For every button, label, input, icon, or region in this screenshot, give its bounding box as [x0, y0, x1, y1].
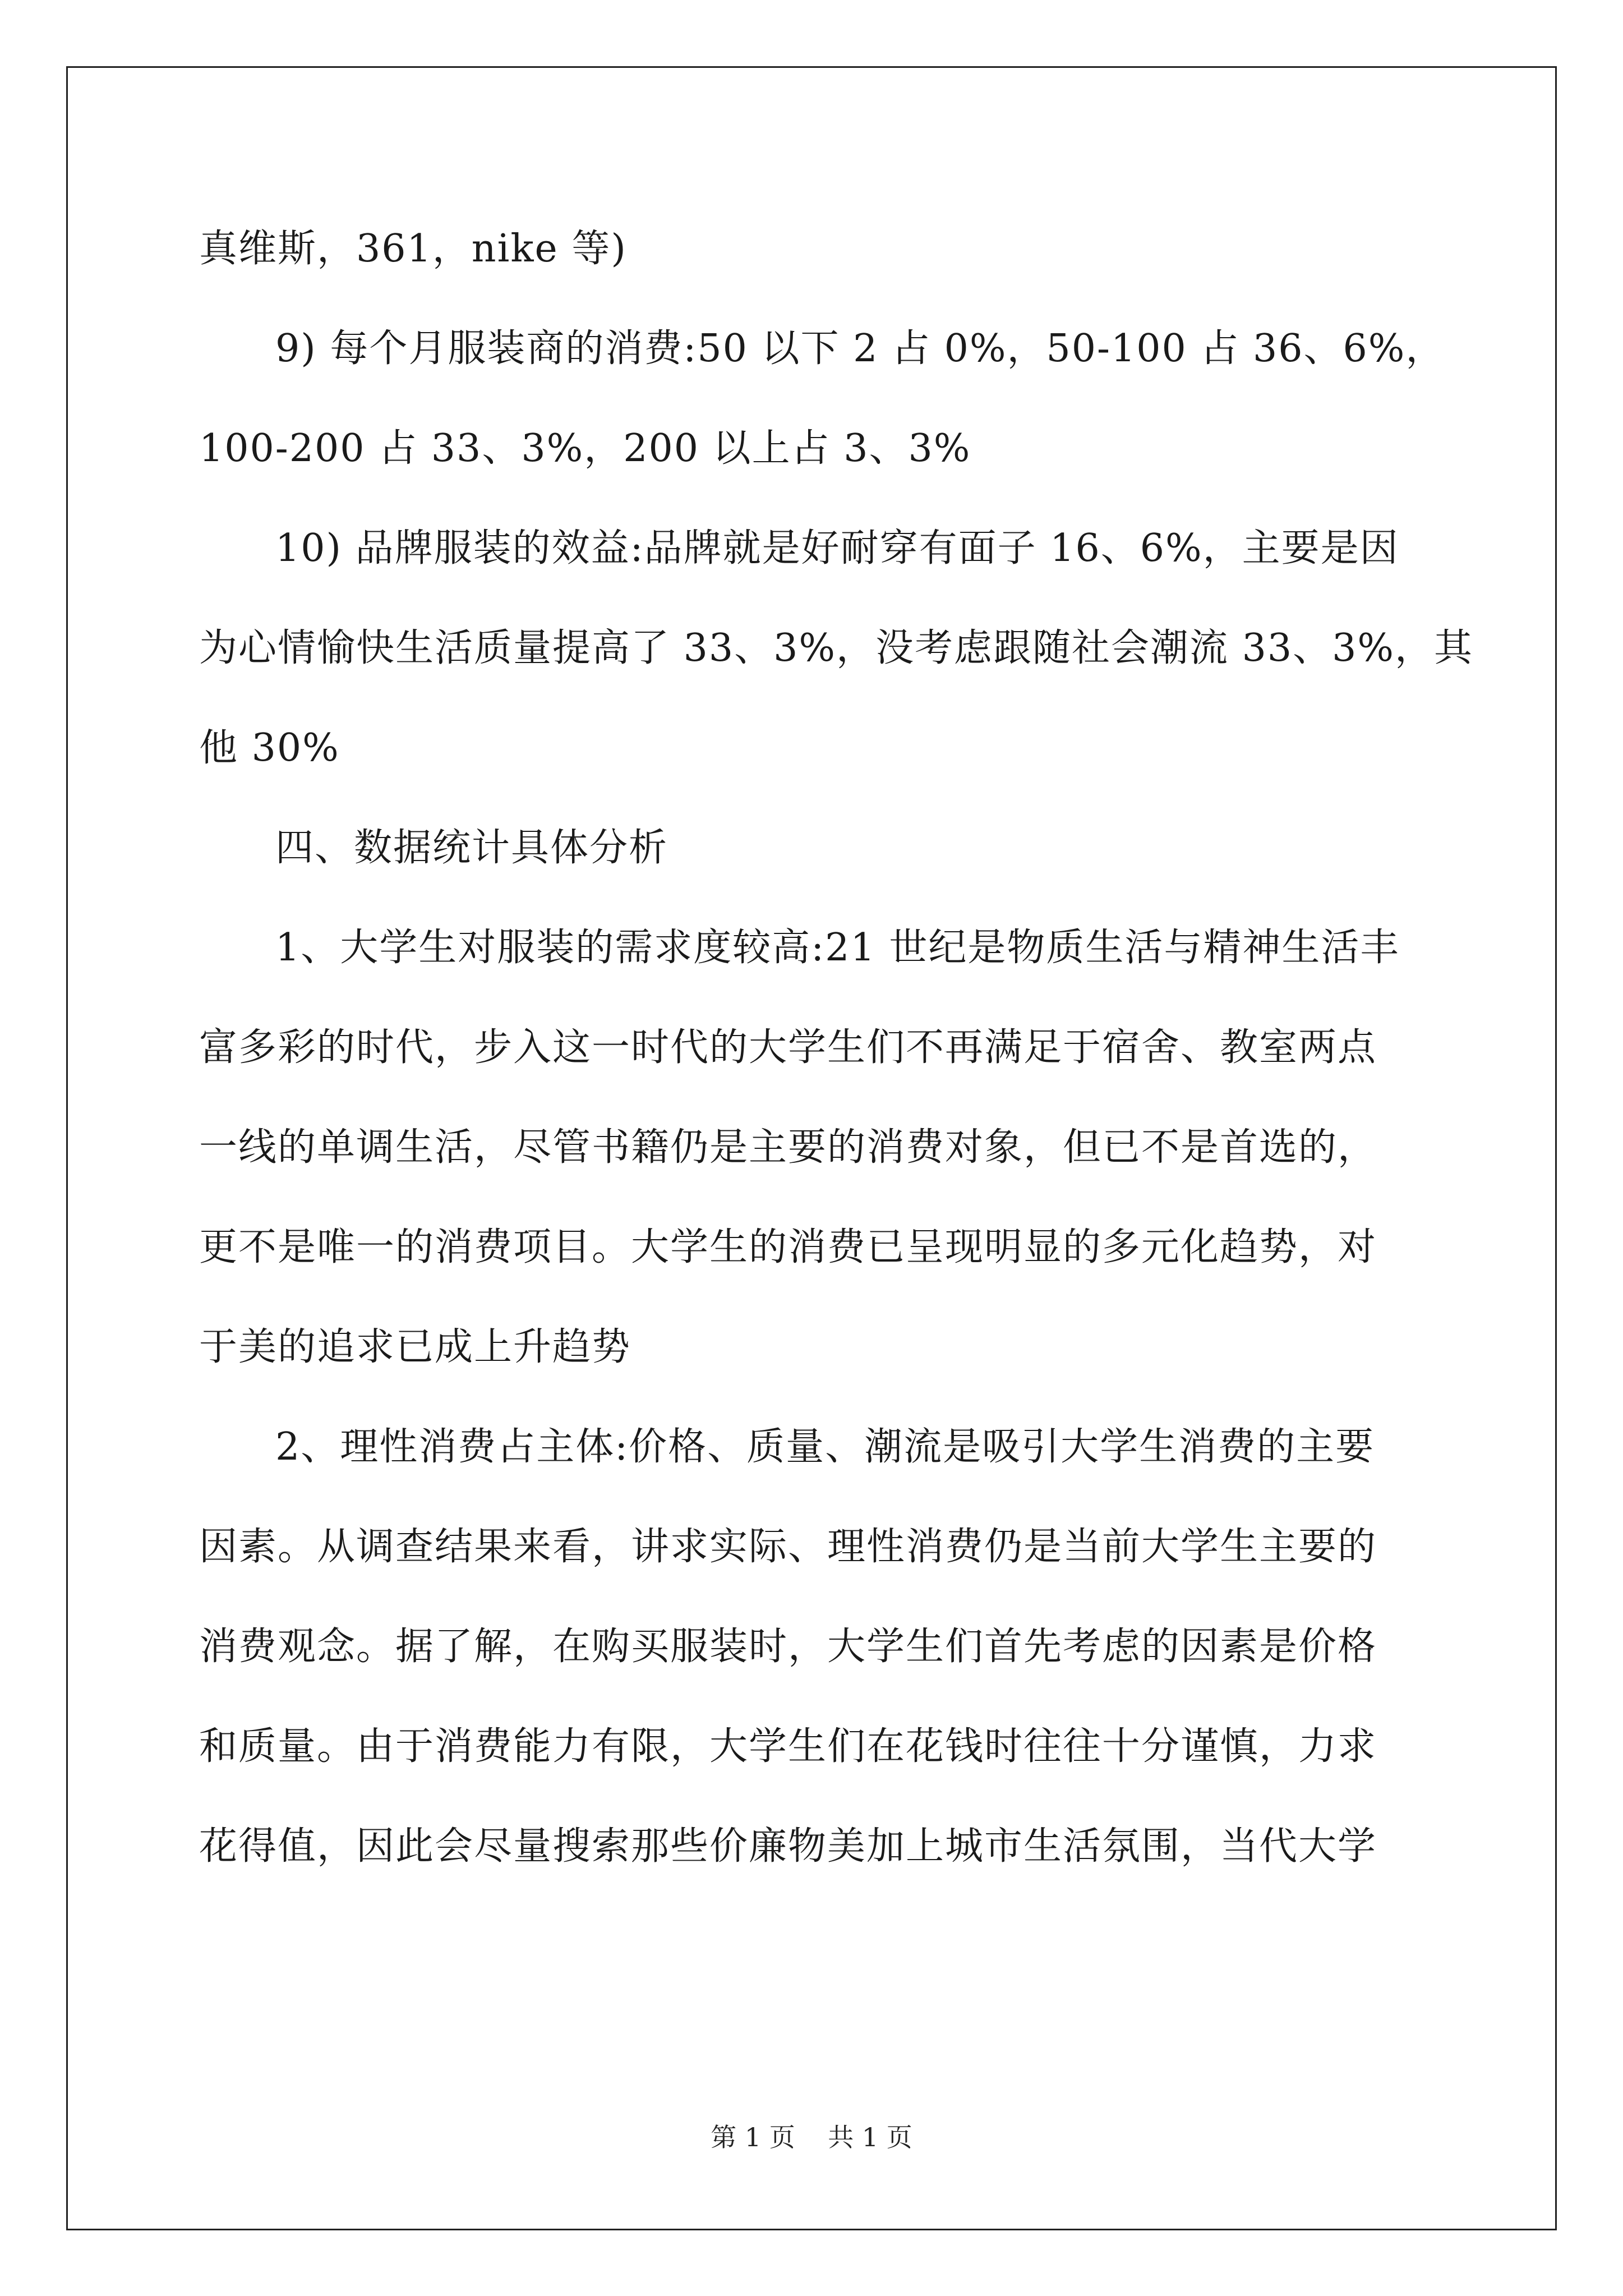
text-line: 2、理性消费占主体:价格、质量、潮流是吸引大学生消费的主要	[275, 1425, 1375, 1469]
text-line: 9) 每个月服装商的消费:50 以下 2 占 0%，50-100 占 36、6%，	[275, 326, 1445, 371]
text-line: 100-200 占 33、3%，200 以上占 3、3%	[199, 426, 971, 471]
text-line: 花得值，因此会尽量搜索那些价廉物美加上城市生活氛围，当代大学	[199, 1824, 1377, 1869]
document-body	[199, 199, 1474, 1897]
text-line: 更不是唯一的消费项目。大学生的消费已呈现明显的多元化趋势，对	[199, 1225, 1377, 1269]
text-line: 于美的追求已成上升趋势	[199, 1325, 631, 1369]
text-line: 因素。从调查结果来看，讲求实际、理性消费仍是当前大学生主要的	[199, 1525, 1377, 1569]
text-line: 一线的单调生活，尽管书籍仍是主要的消费对象，但已不是首选的，	[199, 1125, 1377, 1170]
page-footer: 第 1 页 共 1 页	[711, 2122, 912, 2152]
text-line: 和质量。由于消费能力有限，大学生们在花钱时往往十分谨慎，力求	[199, 1724, 1377, 1769]
text-line: 他 30%	[199, 726, 340, 770]
text-line: 富多彩的时代，步入这一时代的大学生们不再满足于宿舍、教室两点	[199, 1025, 1377, 1070]
text-line: 为心情愉快生活质量提高了 33、3%，没考虑跟随社会潮流 33、3%，其	[199, 626, 1474, 670]
text-line: 真维斯，361，nike 等)	[199, 227, 627, 271]
text-line: 消费观念。据了解，在购买服装时，大学生们首先考虑的因素是价格	[199, 1625, 1377, 1669]
text-line: 10) 品牌服装的效益:品牌就是好耐穿有面子 16、6%，主要是因	[275, 526, 1399, 570]
text-line: 1、大学生对服装的需求度较高:21 世纪是物质生活与精神生活丰	[275, 926, 1400, 970]
section-heading: 四、数据统计具体分析	[275, 826, 668, 870]
